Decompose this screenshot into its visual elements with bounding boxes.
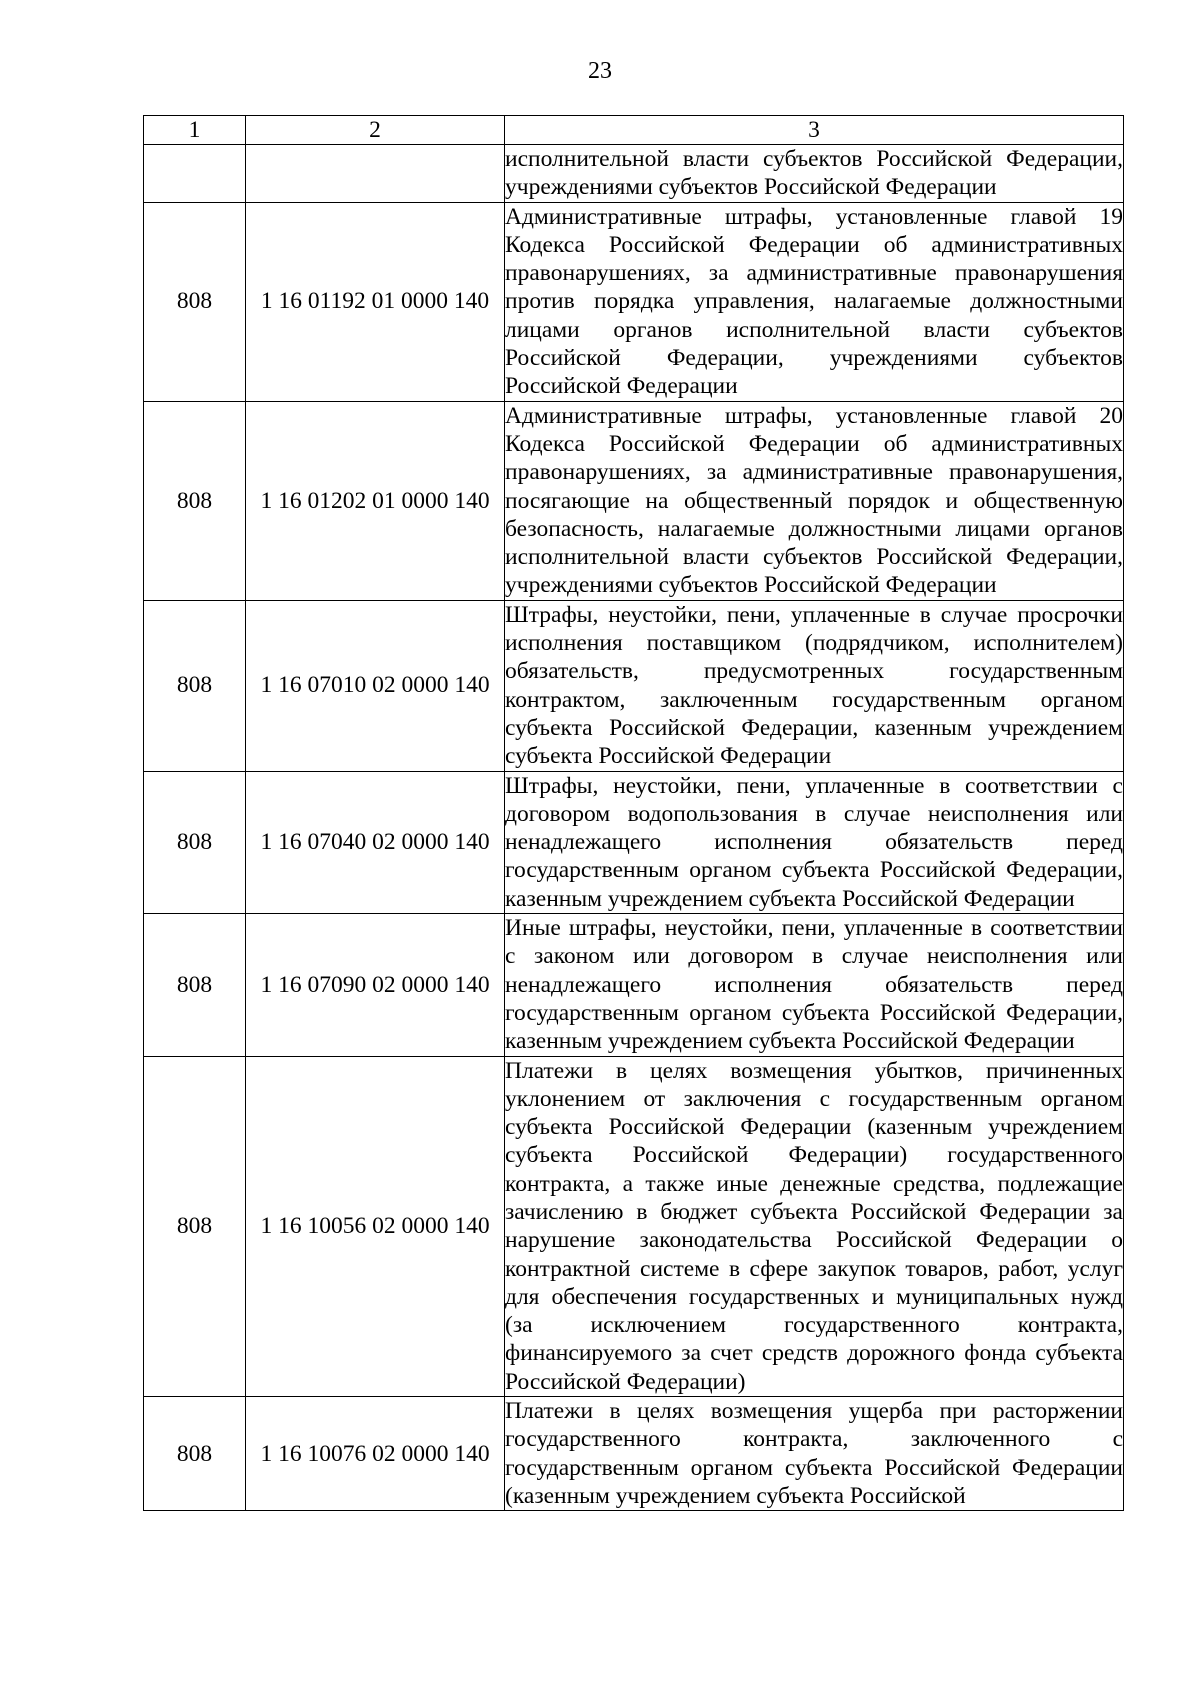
- admin-code-cell: 808: [144, 914, 246, 1056]
- kbk-code-cell: 1 16 01202 01 0000 140: [246, 401, 505, 600]
- table-row: [144, 771, 1124, 913]
- kbk-code-cell: 1 16 10056 02 0000 140: [246, 1056, 505, 1397]
- table-row: [144, 202, 1124, 401]
- admin-code-cell: 808: [144, 1397, 246, 1511]
- page-number: 23: [588, 58, 612, 84]
- description-cell: Административные штрафы, установленные главой 19 Кодекса Российской Федерации об административных правонарушениях, за административные правонарушения против порядка управления, налагаемые должностными лицами органов исполнительной власти субъектов Российской Федерации, учреждениями субъектов Российской Федерации: [505, 203, 1123, 400]
- admin-code-cell: 808: [144, 600, 246, 771]
- description-cell: Штрафы, неустойки, пени, уплаченные в соответствии с договором водопользования в случае неисполнения или ненадлежащего исполнения обязательств перед государственным органом субъекта Российской Федерации, казенным учреждением субъекта Российской Федерации: [505, 772, 1123, 912]
- kbk-code-cell: 1 16 07010 02 0000 140: [246, 600, 505, 771]
- table-row: [144, 401, 1124, 600]
- admin-code-cell: 808: [144, 771, 246, 913]
- table-header-row: [144, 116, 1124, 145]
- kbk-code-cell: 1 16 07040 02 0000 140: [246, 771, 505, 913]
- description-cell: Платежи в целях возмещения убытков, причиненных уклонением от заключения с государственным органом субъекта Российской Федерации (казенным учреждением субъекта Российской Федерации) государственного контракта, а также иные денежные средства, подлежащие зачислению в бюджет субъекта Российской Федерации за нарушение законодательства Российской Федерации о контрактной системе в сфере закупок товаров, работ, услуг для обеспечения государственных и муниципальных нужд (за исключением государственного контракта, финансируемого за счет средств дорожного фонда субъекта Российской Федерации): [505, 1057, 1123, 1395]
- admin-code-cell: 808: [144, 1056, 246, 1397]
- admin-code-cell: [144, 145, 246, 203]
- kbk-code-cell: 1 16 10076 02 0000 140: [246, 1397, 505, 1511]
- description-cell: Административные штрафы, установленные главой 20 Кодекса Российской Федерации об административных правонарушениях, за административные правонарушения, посягающие на общественный порядок и общественную безопасность, налагаемые должностными лицами органов исполнительной власти субъектов Российской Федерации, учреждениями субъектов Российской Федерации: [505, 402, 1123, 599]
- kbk-code-cell: 1 16 01192 01 0000 140: [246, 202, 505, 401]
- table-row: [144, 914, 1124, 1056]
- kbk-code-cell: [246, 145, 505, 203]
- description-cell: исполнительной власти субъектов Российской Федерации, учреждениями субъектов Российской Федерации: [505, 146, 1123, 201]
- description-cell: Штрафы, неустойки, пени, уплаченные в случае просрочки исполнения поставщиком (подрядчиком, исполнителем) обязательств, предусмотренных государственным контрактом, заключенным государственным органом субъекта Российской Федерации, казенным учреждением субъекта Российской Федерации: [505, 601, 1123, 770]
- column-header-2: 2: [246, 116, 505, 145]
- description-cell: Платежи в целях возмещения ущерба при расторжении государственного контракта, заключенного с государственным органом субъекта Российской Федерации (казенным учреждением субъекта Российской: [505, 1398, 1123, 1509]
- table-row: [144, 600, 1124, 771]
- admin-code-cell: 808: [144, 401, 246, 600]
- description-cell: Иные штрафы, неустойки, пени, уплаченные в соответствии с законом или договором в случае неисполнения или ненадлежащего исполнения обязательств перед государственным органом субъекта Российской Федерации, казенным учреждением субъекта Российской Федерации: [505, 915, 1123, 1055]
- table-row: [144, 145, 1124, 203]
- table-row: [144, 1056, 1124, 1397]
- kbk-code-cell: 1 16 07090 02 0000 140: [246, 914, 505, 1056]
- column-header-3: 3: [505, 116, 1124, 145]
- budget-codes-table: [143, 115, 1124, 1511]
- admin-code-cell: 808: [144, 202, 246, 401]
- table-row: [144, 1397, 1124, 1511]
- column-header-1: 1: [144, 116, 246, 145]
